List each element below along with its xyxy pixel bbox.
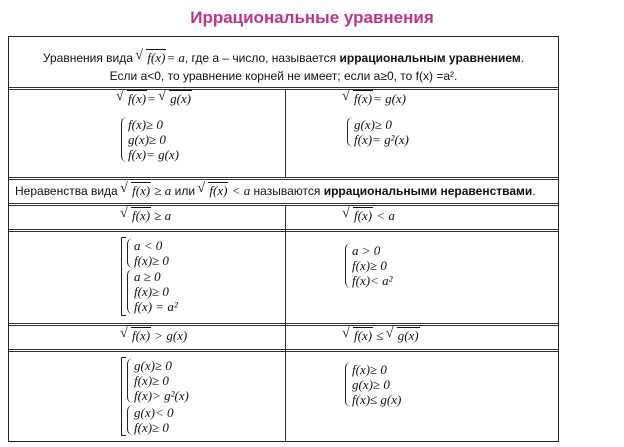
intro-end: .: [520, 51, 525, 65]
system-line: g(x)≥ 0: [354, 117, 392, 132]
block3-right-system: f(x)≥ 0 g(x)≥ 0 f(x)≤ g(x): [345, 362, 401, 407]
block3-left-system-2: g(x)< 0 f(x)≥ 0: [127, 405, 173, 435]
divider: [9, 177, 558, 180]
intro-middle: , где a – число, называется: [184, 51, 337, 65]
intro-prefix: Уравнения вида: [42, 51, 133, 65]
block2-left-system-2: a ≥ 0 f(x)≥ 0 f(x) = a²: [127, 269, 178, 314]
divider: [285, 89, 286, 177]
divider: [9, 229, 558, 232]
set-bracket: [121, 237, 126, 316]
block2-left-head: √ f(x) ≥ a: [121, 208, 171, 223]
formula-table: [8, 36, 559, 442]
intro-term: иррациональным уравнением: [339, 51, 521, 65]
block1-right-system: [347, 117, 409, 147]
set-bracket: [121, 357, 126, 436]
block3-left-head: √ f(x) > g(x): [121, 328, 187, 343]
divider: [9, 349, 558, 352]
block2-right-head: √ f(x) < a: [343, 208, 395, 223]
block2-left-system-1: a < 0 f(x)≥ 0: [127, 238, 169, 268]
intro-equals: = a: [166, 50, 185, 65]
intro-line2: Если a<0, то уравнение корней не имеет; если a≥0, то f(x) =a².: [109, 69, 458, 83]
system-line: f(x)= g²(x): [354, 132, 409, 147]
inequality-definition: Неравенства вида √ f(x) ≥ a или √ f(x) < a называются иррациональными неравенствами.: [15, 183, 555, 199]
intro-text: [9, 49, 558, 85]
divider: [9, 203, 558, 206]
block1-right-head: √ f(x)= g(x): [343, 91, 406, 106]
system-line: f(x)= g(x): [128, 147, 179, 162]
block2-right-system: a > 0 f(x)≥ 0 f(x)< a²: [345, 243, 392, 288]
block1-left-system: [121, 117, 179, 162]
block1-left-head: √ f(x)= √ g(x): [117, 91, 192, 106]
page-title: Иррациональные уравнения: [190, 8, 434, 27]
block3-left-system-1: g(x)≥ 0 f(x)≥ 0 f(x)> g²(x): [127, 358, 189, 403]
system-line: g(x)≥ 0: [128, 132, 166, 147]
divider: [9, 323, 558, 326]
system-line: f(x)≥ 0: [128, 117, 163, 132]
block3-right-head: √ f(x) ≤ √ g(x): [343, 328, 420, 343]
intro-radicand: f(x): [147, 50, 166, 65]
divider: [9, 87, 558, 90]
